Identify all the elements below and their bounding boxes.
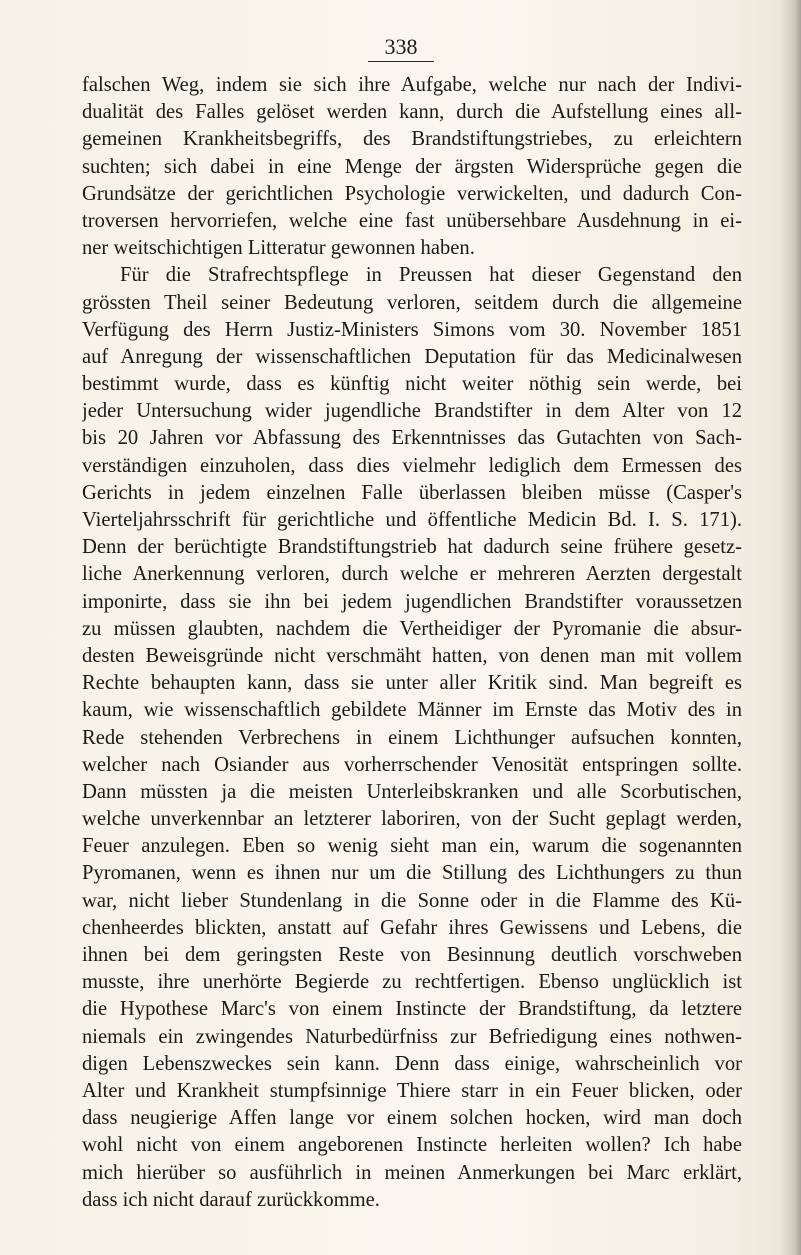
text-line: Alter und Krankheit stumpfsinnige Thiere starr in ein Feuer blicken, oder (82, 1079, 742, 1102)
text-line: Vierteljahrsschrift für gerichtliche und öffentliche Medicin Bd. I. S. 171). (82, 509, 742, 531)
text-line: wohl nicht von einem angeborenen Instincte herleiten wollen? Ich habe (82, 1134, 742, 1157)
text-line: Feuer anzulegen. Eben so wenig sieht man ein, warum die sogenannten (82, 835, 742, 858)
text-line: Denn der berüchtigte Brandstiftungstrieb hat dadurch seine frühere gesetz- (82, 536, 742, 559)
page-edge-shadow (779, 0, 801, 1255)
text-line: desten Beweisgründe nicht verschmäht hatten, von denen man mit vollem (82, 644, 742, 667)
text-line: Grundsätze der gerichtlichen Psychologie verwickelten, und dadurch Con- (82, 182, 742, 205)
text-line: Verfügung des Herrn Justiz-Ministers Simons vom 30. November 1851 (82, 318, 742, 341)
text-line: imponirte, dass sie ihn bei jedem jugendlichen Brandstifter voraussetzen (82, 590, 742, 613)
text-line: chenheerdes blickten, anstatt auf Gefahr ihres Gewissens und Lebens, die (82, 916, 742, 939)
text-line: gemeinen Krankheitsbegriffs, des Brandstiftungstriebes, zu erleichtern (82, 128, 742, 151)
text-line: Rede stehenden Verbrechens in einem Lichthunger aufsuchen konnten, (82, 726, 742, 749)
text-line: Dann müssten ja die meisten Unterleibskranken und alle Scorbutischen, (82, 780, 742, 803)
text-line: die Hypothese Marc's von einem Instincte der Brandstiftung, da letztere (82, 998, 742, 1021)
text-line: war, nicht lieber Stundenlang in die Sonne oder in die Flamme des Kü- (82, 889, 742, 912)
paragraph-start-line: Für die Strafrechtspflege in Preussen hat dieser Gegenstand den (120, 264, 742, 287)
body-text (82, 72, 742, 1214)
text-line: grössten Theil seiner Bedeutung verloren, seitdem durch die allgemeine (82, 291, 742, 314)
text-line: dass neugierige Affen lange vor einem solchen hocken, wird man doch (82, 1107, 742, 1130)
text-line: troversen hervorriefen, welche eine fast unübersehbare Ausdehnung in ei- (82, 209, 742, 232)
text-line: kaum, wie wissenschaftlich gebildete Männer im Ernste das Motiv des in (82, 699, 742, 722)
text-line: mich hierüber so ausführlich in meinen Anmerkungen bei Marc erklärt, (82, 1161, 742, 1184)
text-line: liche Anerkennung verloren, durch welche er mehreren Aerzten dergestalt (82, 563, 742, 586)
text-line: verständigen einzuholen, dass dies vielmehr lediglich dem Ermessen des (82, 454, 742, 477)
text-line: musste, ihre unerhörte Begierde zu rechtfertigen. Ebenso unglücklich ist (82, 971, 742, 994)
text-line: welcher nach Osiander aus vorherrschender Venosität entspringen sollte. (82, 753, 742, 776)
text-line: Gerichts in jedem einzelnen Falle überlassen bleiben müsse (Casper's (82, 481, 742, 504)
text-line: bestimmt wurde, dass es künftig nicht weiter nöthig sein werde, bei (82, 373, 742, 396)
text-line: ihnen bei dem geringsten Reste von Besinnung deutlich vorschweben (82, 944, 742, 966)
text-line: Rechte behaupten kann, dass sie unter aller Kritik sind. Man begreift es (82, 672, 742, 695)
text-line: Pyromanen, wenn es ihnen nur um die Stillung des Lichthungers zu thun (82, 862, 742, 885)
text-line: suchten; sich dabei in eine Menge der ärgsten Widersprüche gegen die (82, 155, 742, 178)
text-line: digen Lebenszweckes sein kann. Denn dass einige, wahrscheinlich vor (82, 1052, 742, 1075)
text-line: zu müssen glaubten, nachdem die Vertheidiger der Pyromanie die absur- (82, 617, 742, 640)
text-line: niemals ein zwingendes Naturbedürfniss zur Befriedigung eines nothwen- (82, 1025, 742, 1048)
text-line: auf Anregung der wissenschaftlichen Deputation für das Medicinalwesen (82, 345, 742, 368)
text-line: jeder Untersuchung wider jugendliche Brandstifter in dem Alter von 12 (82, 400, 742, 423)
text-line: welche unverkennbar an letzterer laboriren, von der Sucht geplagt werden, (82, 808, 742, 831)
page-number: 338 (368, 34, 434, 62)
text-line: bis 20 Jahren vor Abfassung des Erkenntnisses das Gutachten von Sach- (82, 427, 742, 450)
text-line: dualität des Falles gelöset werden kann, durch die Aufstellung eines all- (82, 101, 742, 124)
paragraph-end-line: dass ich nicht darauf zurückkomme. (82, 1188, 380, 1211)
text-line: falschen Weg, indem sie sich ihre Aufgabe, welche nur nach der Indivi- (82, 74, 742, 96)
paragraph-end-line: ner weitschichtigen Litteratur gewonnen haben. (82, 237, 475, 260)
